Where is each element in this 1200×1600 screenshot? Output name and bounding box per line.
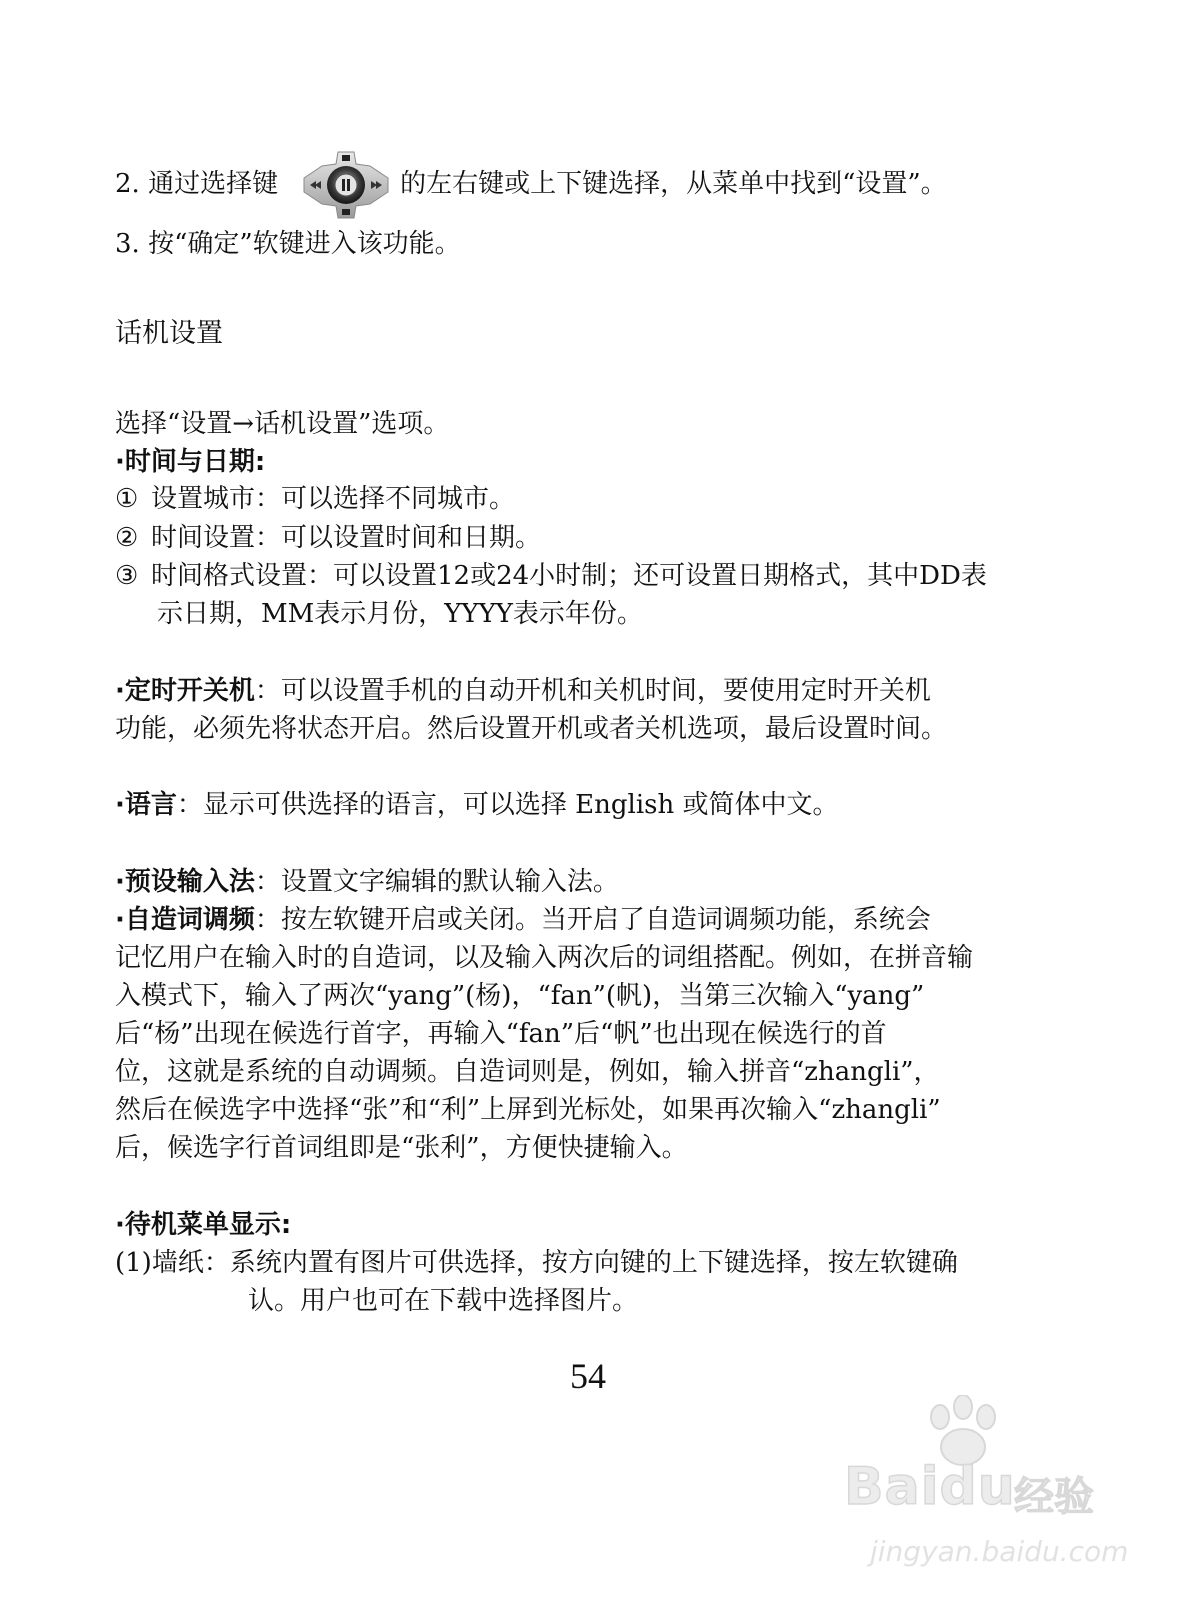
- standby-menu-heading: ·待机菜单显示:: [115, 1210, 292, 1240]
- watermark-logo: Baidu: [844, 1457, 1016, 1517]
- self-word-line: 位，这就是系统的自动调频。自造词则是，例如，输入拼音“zhangli”，: [115, 1057, 940, 1087]
- list-marker: ③: [115, 561, 139, 591]
- navigation-key-icon: [300, 150, 392, 220]
- list-item: [115, 481, 515, 517]
- self-word-line: 然后在候选字中选择“张”和“利”上屏到光标处，如果再次输入“zhangli”: [115, 1095, 941, 1125]
- language-label: ·语言: [115, 790, 177, 820]
- input-method-label: ·预设输入法: [115, 867, 255, 897]
- self-word-text: ：按左软键开启或关闭。当开启了自造词调频功能，系统会: [254, 905, 931, 935]
- step-2-text-before: 2. 通过选择键: [115, 169, 279, 199]
- self-word-line: 后，候选字行首词组即是“张利”，方便快捷输入。: [115, 1133, 688, 1163]
- step-2-text-after: 的左右键或上下键选择，从菜单中找到“设置”。: [400, 169, 947, 199]
- wallpaper-item: [115, 1245, 958, 1281]
- list-item-text: 时间格式设置：可以设置12或24小时制；还可设置日期格式，其中DD表: [151, 561, 987, 591]
- list-marker: ②: [115, 523, 139, 553]
- timer-power-line-2: 功能，必须先将状态开启。然后设置开机或者关机选项，最后设置时间。: [115, 714, 948, 744]
- timer-power-text: ：可以设置手机的自动开机和关机时间，要使用定时开关机: [254, 676, 931, 706]
- wallpaper-text: 系统内置有图片可供选择，按方向键的上下键选择，按左软键确: [229, 1248, 958, 1278]
- intro-text: 选择“设置→话机设置”选项。: [115, 409, 450, 439]
- time-date-heading: ·时间与日期:: [115, 447, 266, 477]
- input-method-text: ：设置文字编辑的默认输入法。: [254, 867, 619, 897]
- self-word-line: 记忆用户在输入时的自造词，以及输入两次后的词组搭配。例如，在拼音输: [115, 943, 974, 973]
- timer-power-paragraph: [115, 673, 931, 709]
- wallpaper-marker: (1)墙纸：: [115, 1248, 230, 1278]
- wallpaper-continuation: 认。用户也可在下载中选择图片。: [248, 1286, 639, 1316]
- baidu-watermark: [830, 1395, 1130, 1595]
- list-item: [115, 520, 541, 556]
- watermark-cn: 经验: [1014, 1474, 1094, 1520]
- list-item-text: 设置城市：可以选择不同城市。: [151, 484, 516, 514]
- language-text: ：显示可供选择的语言，可以选择 English 或简体中文。: [176, 790, 839, 820]
- step-3: 3. 按“确定”软键进入该功能。: [115, 229, 461, 259]
- input-method-paragraph: [115, 864, 619, 900]
- self-word-line: 入模式下，输入了两次“yang”(杨)，“fan”(帆)，当第三次输入“yang”: [115, 981, 925, 1011]
- list-item-continuation: 示日期，MM表示月份，YYYY表示年份。: [157, 599, 643, 629]
- list-item-text: 时间设置：可以设置时间和日期。: [151, 523, 542, 553]
- list-item: [115, 558, 987, 594]
- section-title: 话机设置: [115, 318, 223, 349]
- timer-power-label: ·定时开关机: [115, 676, 255, 706]
- language-paragraph: [115, 787, 839, 823]
- self-word-line: 后“杨”出现在候选行首字，再输入“fan”后“帆”也出现在候选行的首: [115, 1019, 887, 1049]
- watermark-url: jingyan.baidu.com: [870, 1535, 1129, 1568]
- self-word-paragraph: [115, 902, 931, 938]
- page-number: 54: [570, 1356, 606, 1396]
- list-marker: ①: [115, 484, 139, 514]
- step-2: [115, 150, 947, 220]
- self-word-label: ·自造词调频: [115, 905, 255, 935]
